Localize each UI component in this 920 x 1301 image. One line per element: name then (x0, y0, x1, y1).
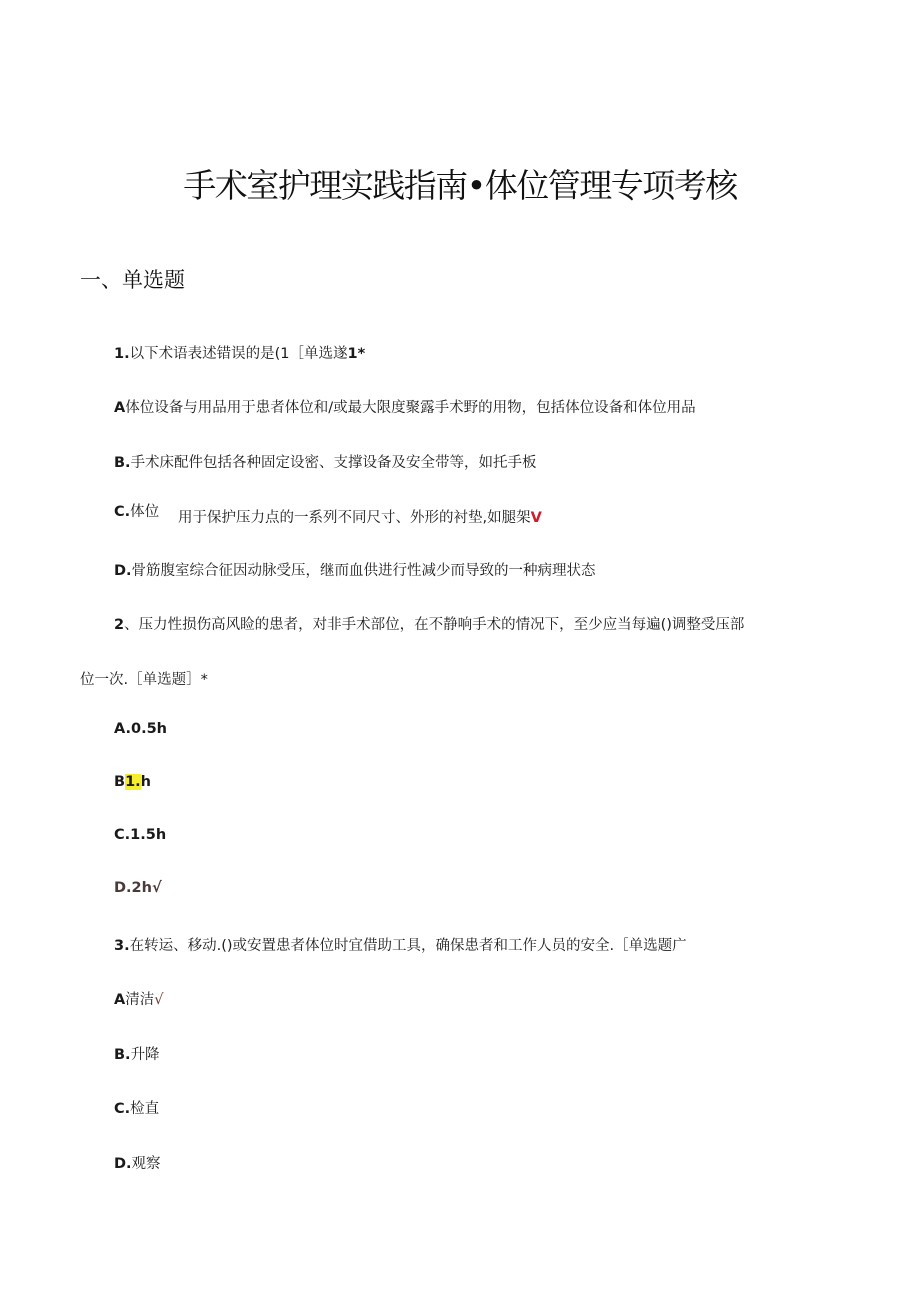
option-a[interactable]: A.0.5h (114, 721, 168, 737)
option-letter: B (114, 774, 126, 790)
option-c-continued (178, 506, 542, 527)
question-tail: 1* (347, 346, 366, 362)
question-1 (114, 342, 365, 363)
option-text: 清洁 (125, 992, 155, 1008)
question-number: 2 (114, 617, 125, 633)
option-letter: A (114, 992, 126, 1008)
question-number: 1. (114, 346, 130, 362)
option-text-part2: 用于保护压力点的一系列不同尺寸、外形的衬垫,如腿架 (178, 510, 531, 526)
option-letter: B. (114, 455, 131, 471)
option-text-part1: 体位 (130, 504, 160, 520)
option-text: 手术床配件包括各种固定设密、支撑设备及安全带等，如托手板 (130, 455, 537, 471)
option-c[interactable] (114, 500, 159, 521)
correct-mark: √ (151, 880, 162, 896)
option-b[interactable] (114, 451, 537, 472)
option-letter: D. (114, 1156, 132, 1172)
question-2 (114, 613, 744, 634)
correct-mark: √ (154, 992, 164, 1008)
option-letter: B. (114, 1047, 131, 1063)
question-text: 以下术语表述错误的是(1［单选遂 (129, 346, 348, 362)
option-b[interactable] (114, 774, 151, 790)
option-c[interactable]: C.1.5h (114, 827, 167, 843)
option-text: 观察 (131, 1156, 161, 1172)
option-text: D.2h (114, 880, 152, 896)
option-c[interactable] (114, 1097, 159, 1118)
option-text: 体位设备与用品用于患者体位和/或最大限度聚露手术野的用物，包括体位设备和体位用品 (125, 400, 696, 416)
document-title: 手术室护理实践指南•体位管理专项考核 (183, 166, 737, 205)
option-letter: D. (114, 563, 132, 579)
question-text: 在转运、移动.()或安置患者体位时宜借助工具，确保患者和工作人员的安全.［单选题广 (129, 938, 687, 954)
section-heading: 一、单选题 (80, 268, 185, 292)
question-text: 位一次.［单选题］* (80, 672, 208, 688)
question-3 (114, 934, 687, 955)
option-a[interactable] (114, 988, 163, 1009)
option-d[interactable] (114, 559, 596, 580)
option-letter: C. (114, 504, 131, 520)
option-text: 检直 (130, 1101, 160, 1117)
option-letter: C. (114, 1101, 131, 1117)
option-letter: A (114, 400, 126, 416)
option-d[interactable] (114, 880, 162, 896)
highlighted-text: 1. (125, 774, 141, 790)
question-number: 3. (114, 938, 130, 954)
correct-mark: V (530, 510, 542, 526)
question-2-continued (80, 668, 208, 689)
option-text: 骨筋腹室综合征因动脉受压，继而血供进行性减少而导致的一种病理状态 (131, 563, 596, 579)
option-text: h (140, 774, 151, 790)
option-a[interactable] (114, 396, 696, 417)
question-text: 、压力性损伤高风睑的患者，对非手术部位，在不静响手术的情况下，至少应当每遍()调整受压部 (124, 617, 745, 633)
option-text: 升降 (130, 1047, 160, 1063)
option-b[interactable] (114, 1043, 160, 1064)
option-d[interactable] (114, 1152, 161, 1173)
